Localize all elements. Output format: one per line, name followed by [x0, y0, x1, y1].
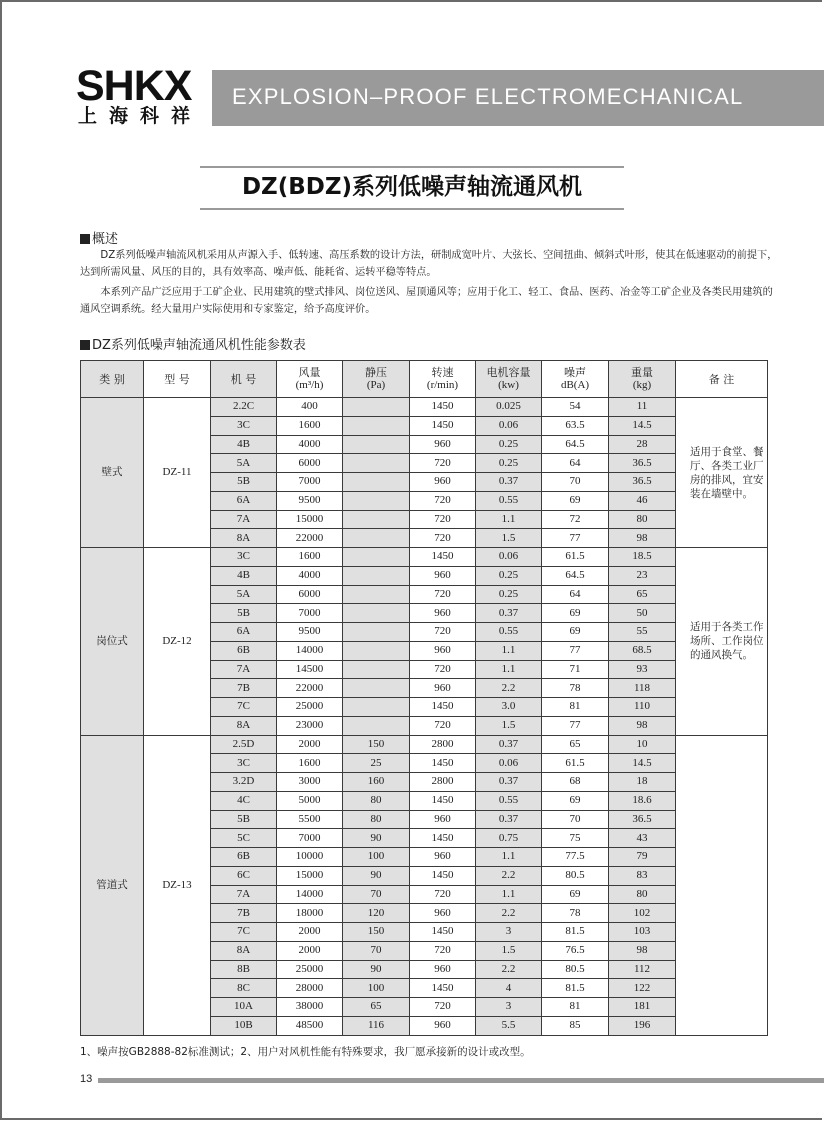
noise-cell: 77.5 [542, 848, 609, 867]
table-row [81, 735, 768, 754]
noise-cell: 81 [542, 698, 609, 717]
noise-cell: 77 [542, 716, 609, 735]
airflow-cell: 15000 [277, 866, 343, 885]
column-label: 重量 [631, 366, 653, 379]
static-pressure-cell [343, 679, 410, 698]
fan-number-cell: 5C [211, 829, 277, 848]
column-header [410, 361, 476, 398]
airflow-cell: 14000 [277, 641, 343, 660]
static-pressure-cell: 80 [343, 810, 410, 829]
fan-number-cell: 3.2D [211, 773, 277, 792]
speed-cell: 960 [410, 604, 476, 623]
noise-cell: 75 [542, 829, 609, 848]
noise-cell: 54 [542, 398, 609, 417]
airflow-cell: 6000 [277, 585, 343, 604]
motor-power-cell: 1.1 [476, 885, 542, 904]
static-pressure-cell: 100 [343, 848, 410, 867]
weight-cell: 102 [609, 904, 676, 923]
airflow-cell: 5500 [277, 810, 343, 829]
category-cell: 岗位式 [81, 548, 144, 736]
airflow-cell: 28000 [277, 979, 343, 998]
column-label: 机 号 [230, 372, 257, 386]
static-pressure-cell: 70 [343, 941, 410, 960]
noise-cell: 81.5 [542, 979, 609, 998]
noise-cell: 81.5 [542, 923, 609, 942]
motor-power-cell: 0.55 [476, 791, 542, 810]
motor-power-cell: 0.37 [476, 604, 542, 623]
page-number: 13 [80, 1073, 93, 1085]
weight-cell: 196 [609, 1016, 676, 1035]
speed-cell: 960 [410, 810, 476, 829]
airflow-cell: 38000 [277, 998, 343, 1017]
weight-cell: 122 [609, 979, 676, 998]
airflow-cell: 1600 [277, 416, 343, 435]
motor-power-cell: 1.5 [476, 716, 542, 735]
noise-cell: 72 [542, 510, 609, 529]
speed-cell: 960 [410, 1016, 476, 1035]
noise-cell: 69 [542, 491, 609, 510]
noise-cell: 69 [542, 623, 609, 642]
weight-cell: 23 [609, 566, 676, 585]
fan-number-cell: 2.5D [211, 735, 277, 754]
static-pressure-cell: 90 [343, 960, 410, 979]
motor-power-cell: 5.5 [476, 1016, 542, 1035]
static-pressure-cell: 150 [343, 923, 410, 942]
weight-cell: 50 [609, 604, 676, 623]
speed-cell: 1450 [410, 791, 476, 810]
motor-power-cell: 1.1 [476, 510, 542, 529]
column-unit: (m³/h) [295, 379, 324, 391]
motor-power-cell: 0.37 [476, 810, 542, 829]
square-bullet-icon [80, 234, 90, 244]
airflow-cell: 25000 [277, 698, 343, 717]
column-header [609, 361, 676, 398]
motor-power-cell: 0.25 [476, 566, 542, 585]
airflow-cell: 22000 [277, 529, 343, 548]
motor-power-cell: 0.25 [476, 435, 542, 454]
fan-number-cell: 6B [211, 848, 277, 867]
static-pressure-cell: 90 [343, 829, 410, 848]
static-pressure-cell: 90 [343, 866, 410, 885]
speed-cell: 960 [410, 848, 476, 867]
column-label: 风量 [298, 366, 321, 379]
overview-paragraph-2: 本系列产品广泛应用于工矿企业、民用建筑的壁式排风、岗位送风、屋顶通风等；应用于化工、轻工、食品、医药、冶金等工矿企业及各类民用建筑的通风空调系统。经大量用户实际使用和专家鉴定，给予高度评价。 [80, 287, 773, 315]
static-pressure-cell [343, 585, 410, 604]
weight-cell: 10 [609, 735, 676, 754]
speed-cell: 720 [410, 623, 476, 642]
static-pressure-cell [343, 473, 410, 492]
airflow-cell: 23000 [277, 716, 343, 735]
fan-number-cell: 6A [211, 623, 277, 642]
fan-number-cell: 6A [211, 491, 277, 510]
model-cell: DZ-13 [144, 735, 211, 1035]
fan-number-cell: 4B [211, 435, 277, 454]
weight-cell: 68.5 [609, 641, 676, 660]
motor-power-cell: 0.06 [476, 416, 542, 435]
column-header [476, 361, 542, 398]
airflow-cell: 1600 [277, 548, 343, 567]
weight-cell: 98 [609, 941, 676, 960]
motor-power-cell: 3.0 [476, 698, 542, 717]
noise-cell: 64.5 [542, 566, 609, 585]
noise-cell: 64 [542, 454, 609, 473]
weight-cell: 181 [609, 998, 676, 1017]
column-label: 备 注 [708, 372, 735, 386]
airflow-cell: 4000 [277, 435, 343, 454]
fan-number-cell: 8C [211, 979, 277, 998]
logo-wordmark: SHKX [76, 62, 192, 110]
weight-cell: 46 [609, 491, 676, 510]
speed-cell: 720 [410, 510, 476, 529]
column-header [343, 361, 410, 398]
fan-number-cell: 7C [211, 923, 277, 942]
noise-cell: 85 [542, 1016, 609, 1035]
noise-cell: 71 [542, 660, 609, 679]
remark-cell: 适用于各类工作场所、工作岗位的通风换气。 [676, 548, 768, 736]
fan-number-cell: 10B [211, 1016, 277, 1035]
noise-cell: 78 [542, 679, 609, 698]
motor-power-cell: 0.37 [476, 473, 542, 492]
fan-number-cell: 8B [211, 960, 277, 979]
airflow-cell: 2000 [277, 735, 343, 754]
static-pressure-cell: 150 [343, 735, 410, 754]
weight-cell: 18.6 [609, 791, 676, 810]
noise-cell: 70 [542, 473, 609, 492]
airflow-cell: 400 [277, 398, 343, 417]
static-pressure-cell: 65 [343, 998, 410, 1017]
noise-cell: 77 [542, 641, 609, 660]
noise-cell: 70 [542, 810, 609, 829]
category-cell: 壁式 [81, 398, 144, 548]
motor-power-cell: 0.37 [476, 735, 542, 754]
noise-cell: 61.5 [542, 754, 609, 773]
speed-cell: 720 [410, 716, 476, 735]
motor-power-cell: 0.25 [476, 454, 542, 473]
static-pressure-cell [343, 660, 410, 679]
fan-number-cell: 5A [211, 585, 277, 604]
speed-cell: 1450 [410, 698, 476, 717]
weight-cell: 36.5 [609, 473, 676, 492]
airflow-cell: 14500 [277, 660, 343, 679]
table-heading-text: DZ系列低噪声轴流通风机性能参数表 [92, 338, 306, 353]
static-pressure-cell: 160 [343, 773, 410, 792]
overview-paragraph-1: DZ系列低噪声轴流风机采用从声源入手、低转速、高压系数的设计方法，研制成宽叶片、大弦长、空间扭曲、倾斜式叶形，使其在低速驱动的前提下，达到所需风量、风压的目的，具有效率高、噪声低、能耗省、运转平稳等特点。 [80, 250, 778, 278]
column-label: 转速 [431, 366, 454, 379]
speed-cell: 960 [410, 473, 476, 492]
static-pressure-cell: 116 [343, 1016, 410, 1035]
column-unit: (kw) [498, 379, 519, 391]
table-row [81, 548, 768, 567]
airflow-cell: 25000 [277, 960, 343, 979]
speed-cell: 960 [410, 435, 476, 454]
noise-cell: 68 [542, 773, 609, 792]
fan-number-cell: 3C [211, 754, 277, 773]
noise-cell: 61.5 [542, 548, 609, 567]
motor-power-cell: 2.2 [476, 679, 542, 698]
speed-cell: 2800 [410, 735, 476, 754]
static-pressure-cell [343, 416, 410, 435]
fan-number-cell: 2.2C [211, 398, 277, 417]
airflow-cell: 14000 [277, 885, 343, 904]
noise-cell: 80.5 [542, 866, 609, 885]
remark-cell: 适用于食堂、餐厅、各类工业厂房的排风，宜安装在墙壁中。 [676, 398, 768, 548]
speed-cell: 1450 [410, 398, 476, 417]
column-label: 型 号 [164, 372, 190, 386]
fan-number-cell: 5B [211, 473, 277, 492]
noise-cell: 81 [542, 998, 609, 1017]
motor-power-cell: 0.55 [476, 491, 542, 510]
speed-cell: 1450 [410, 754, 476, 773]
speed-cell: 1450 [410, 923, 476, 942]
weight-cell: 14.5 [609, 754, 676, 773]
airflow-cell: 7000 [277, 604, 343, 623]
fan-number-cell: 3C [211, 548, 277, 567]
motor-power-cell: 1.1 [476, 641, 542, 660]
company-logo [76, 62, 206, 128]
square-bullet-icon [80, 340, 90, 350]
document-title: DZ(BDZ)系列低噪声轴流通风机 [241, 174, 583, 200]
category-cell: 管道式 [81, 735, 144, 1035]
motor-power-cell: 1.5 [476, 529, 542, 548]
weight-cell: 55 [609, 623, 676, 642]
static-pressure-cell: 25 [343, 754, 410, 773]
column-header [277, 361, 343, 398]
weight-cell: 83 [609, 866, 676, 885]
weight-cell: 28 [609, 435, 676, 454]
speed-cell: 720 [410, 491, 476, 510]
fan-number-cell: 8A [211, 716, 277, 735]
speed-cell: 720 [410, 885, 476, 904]
airflow-cell: 10000 [277, 848, 343, 867]
fan-number-cell: 6C [211, 866, 277, 885]
noise-cell: 77 [542, 529, 609, 548]
static-pressure-cell [343, 566, 410, 585]
weight-cell: 18 [609, 773, 676, 792]
column-unit: (Pa) [366, 379, 386, 391]
airflow-cell: 15000 [277, 510, 343, 529]
motor-power-cell: 3 [476, 998, 542, 1017]
fan-number-cell: 6B [211, 641, 277, 660]
fan-number-cell: 5B [211, 604, 277, 623]
weight-cell: 112 [609, 960, 676, 979]
column-header [81, 361, 144, 398]
weight-cell: 36.5 [609, 454, 676, 473]
static-pressure-cell [343, 604, 410, 623]
fan-number-cell: 7A [211, 885, 277, 904]
fan-number-cell: 3C [211, 416, 277, 435]
motor-power-cell: 0.55 [476, 623, 542, 642]
motor-power-cell: 1.5 [476, 941, 542, 960]
column-label: 类 别 [99, 372, 125, 386]
airflow-cell: 9500 [277, 491, 343, 510]
motor-power-cell: 2.2 [476, 960, 542, 979]
performance-table [80, 360, 768, 1036]
static-pressure-cell [343, 548, 410, 567]
speed-cell: 720 [410, 941, 476, 960]
footnote: 1、噪声按GB2888-82标准测试；2、用户对风机性能有特殊要求，我厂愿承接新的设计或改型。 [80, 1046, 531, 1058]
motor-power-cell: 2.2 [476, 866, 542, 885]
motor-power-cell: 1.1 [476, 660, 542, 679]
weight-cell: 79 [609, 848, 676, 867]
noise-cell: 69 [542, 791, 609, 810]
speed-cell: 1450 [410, 829, 476, 848]
noise-cell: 63.5 [542, 416, 609, 435]
overview-heading [80, 228, 118, 247]
speed-cell: 960 [410, 566, 476, 585]
noise-cell: 65 [542, 735, 609, 754]
motor-power-cell: 1.1 [476, 848, 542, 867]
noise-cell: 64 [542, 585, 609, 604]
column-label: 静压 [365, 366, 387, 379]
footer-rule [98, 1078, 824, 1083]
noise-cell: 76.5 [542, 941, 609, 960]
airflow-cell: 5000 [277, 791, 343, 810]
airflow-cell: 2000 [277, 923, 343, 942]
speed-cell: 720 [410, 585, 476, 604]
motor-power-cell: 2.2 [476, 904, 542, 923]
airflow-cell: 7000 [277, 473, 343, 492]
speed-cell: 1450 [410, 979, 476, 998]
weight-cell: 93 [609, 660, 676, 679]
noise-cell: 69 [542, 604, 609, 623]
weight-cell: 98 [609, 716, 676, 735]
weight-cell: 80 [609, 885, 676, 904]
column-header [144, 361, 211, 398]
static-pressure-cell: 100 [343, 979, 410, 998]
banner-text: EXPLOSION–PROOF ELECTROMECHANICAL [232, 84, 744, 109]
remark-cell [676, 735, 768, 1035]
weight-cell: 110 [609, 698, 676, 717]
speed-cell: 720 [410, 660, 476, 679]
header-banner [212, 70, 824, 126]
weight-cell: 65 [609, 585, 676, 604]
speed-cell: 720 [410, 529, 476, 548]
motor-power-cell: 0.75 [476, 829, 542, 848]
overview-heading-text: 概述 [92, 232, 119, 247]
weight-cell: 103 [609, 923, 676, 942]
weight-cell: 43 [609, 829, 676, 848]
airflow-cell: 1600 [277, 754, 343, 773]
speed-cell: 1450 [410, 416, 476, 435]
column-unit: dB(A) [560, 379, 590, 391]
static-pressure-cell: 70 [343, 885, 410, 904]
speed-cell: 720 [410, 998, 476, 1017]
weight-cell: 80 [609, 510, 676, 529]
speed-cell: 960 [410, 904, 476, 923]
fan-number-cell: 7C [211, 698, 277, 717]
fan-number-cell: 7B [211, 679, 277, 698]
static-pressure-cell [343, 623, 410, 642]
airflow-cell: 6000 [277, 454, 343, 473]
motor-power-cell: 0.25 [476, 585, 542, 604]
static-pressure-cell [343, 454, 410, 473]
fan-number-cell: 4B [211, 566, 277, 585]
column-unit: (r/min) [426, 379, 459, 391]
noise-cell: 64.5 [542, 435, 609, 454]
static-pressure-cell [343, 698, 410, 717]
fan-number-cell: 5A [211, 454, 277, 473]
column-label: 噪声 [564, 366, 586, 379]
airflow-cell: 7000 [277, 829, 343, 848]
weight-cell: 11 [609, 398, 676, 417]
model-cell: DZ-11 [144, 398, 211, 548]
weight-cell: 18.5 [609, 548, 676, 567]
airflow-cell: 9500 [277, 623, 343, 642]
motor-power-cell: 0.025 [476, 398, 542, 417]
airflow-cell: 18000 [277, 904, 343, 923]
static-pressure-cell [343, 510, 410, 529]
title-rule-bottom [200, 208, 624, 210]
motor-power-cell: 4 [476, 979, 542, 998]
motor-power-cell: 0.06 [476, 548, 542, 567]
speed-cell: 960 [410, 641, 476, 660]
fan-number-cell: 8A [211, 941, 277, 960]
fan-number-cell: 5B [211, 810, 277, 829]
speed-cell: 2800 [410, 773, 476, 792]
noise-cell: 78 [542, 904, 609, 923]
column-header [542, 361, 609, 398]
airflow-cell: 3000 [277, 773, 343, 792]
title-rule-top [200, 166, 624, 168]
airflow-cell: 22000 [277, 679, 343, 698]
static-pressure-cell [343, 716, 410, 735]
static-pressure-cell: 120 [343, 904, 410, 923]
column-header [211, 361, 277, 398]
motor-power-cell: 0.06 [476, 754, 542, 773]
logo-chinese-name: 上海科祥 [78, 105, 203, 127]
column-unit: (kg) [632, 379, 652, 391]
fan-number-cell: 4C [211, 791, 277, 810]
static-pressure-cell [343, 491, 410, 510]
speed-cell: 1450 [410, 866, 476, 885]
static-pressure-cell: 80 [343, 791, 410, 810]
weight-cell: 98 [609, 529, 676, 548]
column-header [676, 361, 768, 398]
speed-cell: 960 [410, 960, 476, 979]
fan-number-cell: 7A [211, 660, 277, 679]
airflow-cell: 4000 [277, 566, 343, 585]
noise-cell: 80.5 [542, 960, 609, 979]
static-pressure-cell [343, 398, 410, 417]
table-header-row [81, 361, 768, 398]
airflow-cell: 48500 [277, 1016, 343, 1035]
weight-cell: 118 [609, 679, 676, 698]
weight-cell: 36.5 [609, 810, 676, 829]
column-label: 电机容量 [486, 366, 531, 379]
static-pressure-cell [343, 641, 410, 660]
speed-cell: 960 [410, 679, 476, 698]
model-cell: DZ-12 [144, 548, 211, 736]
static-pressure-cell [343, 529, 410, 548]
weight-cell: 14.5 [609, 416, 676, 435]
table-row [81, 398, 768, 417]
speed-cell: 1450 [410, 548, 476, 567]
motor-power-cell: 0.37 [476, 773, 542, 792]
noise-cell: 69 [542, 885, 609, 904]
static-pressure-cell [343, 435, 410, 454]
fan-number-cell: 10A [211, 998, 277, 1017]
airflow-cell: 2000 [277, 941, 343, 960]
speed-cell: 720 [410, 454, 476, 473]
fan-number-cell: 7B [211, 904, 277, 923]
motor-power-cell: 3 [476, 923, 542, 942]
fan-number-cell: 8A [211, 529, 277, 548]
table-heading [80, 334, 306, 353]
fan-number-cell: 7A [211, 510, 277, 529]
